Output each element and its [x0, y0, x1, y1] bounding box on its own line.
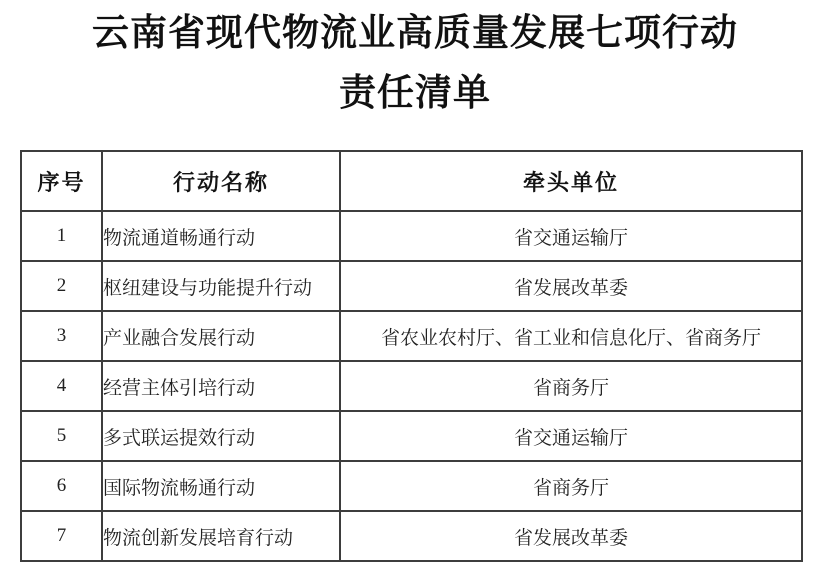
cell-no: 6 [21, 461, 102, 511]
cell-action: 物流通道畅通行动 [102, 211, 340, 261]
cell-lead: 省发展改革委 [340, 261, 802, 311]
table-row [21, 411, 802, 461]
cell-lead: 省交通运输厅 [340, 211, 802, 261]
table-header-row [21, 151, 802, 211]
cell-no: 2 [21, 261, 102, 311]
cell-no: 7 [21, 511, 102, 561]
document-title-line1: 云南省现代物流业高质量发展七项行动 [92, 13, 738, 54]
cell-no: 1 [21, 211, 102, 261]
header-cell-no: 序号 [21, 151, 102, 211]
header-cell-action: 行动名称 [102, 151, 340, 211]
document-title [0, 4, 830, 124]
cell-lead: 省商务厅 [340, 461, 802, 511]
table-row [21, 461, 802, 511]
table-row [21, 511, 802, 561]
cell-action: 多式联运提效行动 [102, 411, 340, 461]
cell-no: 5 [21, 411, 102, 461]
responsibility-table [20, 150, 803, 562]
cell-lead: 省商务厅 [340, 361, 802, 411]
cell-action: 产业融合发展行动 [102, 311, 340, 361]
cell-lead: 省农业农村厅、省工业和信息化厅、省商务厅 [340, 311, 802, 361]
cell-no: 4 [21, 361, 102, 411]
cell-action: 经营主体引培行动 [102, 361, 340, 411]
cell-lead: 省发展改革委 [340, 511, 802, 561]
table-row [21, 211, 802, 261]
document-title-line2: 责任清单 [339, 73, 491, 114]
cell-lead: 省交通运输厅 [340, 411, 802, 461]
table-row [21, 311, 802, 361]
table-row [21, 261, 802, 311]
table-row [21, 361, 802, 411]
cell-no: 3 [21, 311, 102, 361]
cell-action: 枢纽建设与功能提升行动 [102, 261, 340, 311]
header-cell-lead: 牵头单位 [340, 151, 802, 211]
cell-action: 物流创新发展培育行动 [102, 511, 340, 561]
cell-action: 国际物流畅通行动 [102, 461, 340, 511]
